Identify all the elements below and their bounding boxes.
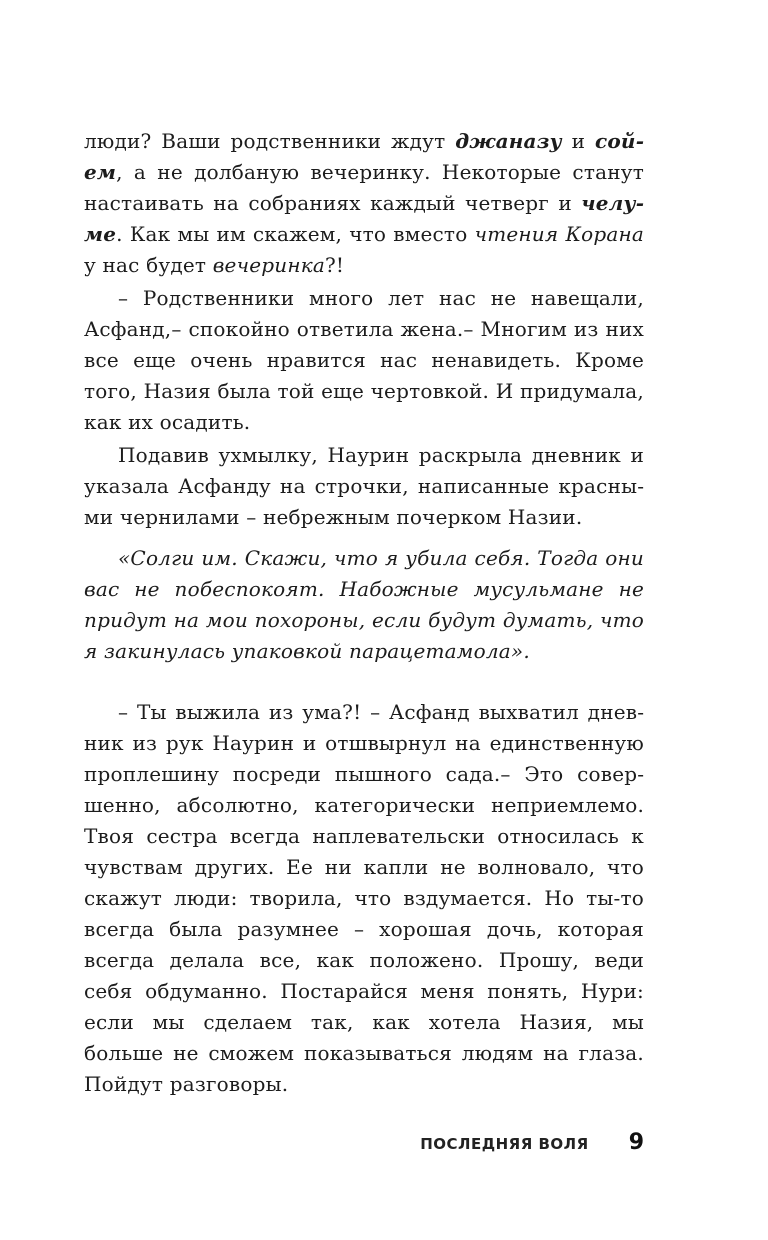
main-text-continued [84, 697, 644, 1100]
text-run: ?! [325, 253, 345, 277]
paragraph-dialogue-2: – Ты выжила из ума?! – Асфанд выхватил дневник из рук Наурин и отшвырнул на единственную проплешину посреди пышного сада.– Это совершенно, абсолютно, категорически неприемлемо. Твоя сестра всегда наплевательски относилась к чувствам других. Ее ни капли не волновало, что скажут люди: творила, что вздумается. Но ты-то всегда была разумнее – хорошая дочь, которая всегда делала все, как положено. Прошу, веди себя обдуманно. Постарайся меня понять, Нури: если мы сделаем так, как хотела Назия, мы больше не сможем показываться людям на глаза. Пойдут разговоры. [84, 700, 644, 1096]
emphasis-quran: чтения Корана [474, 222, 644, 246]
term-djanaza: джаназу [455, 129, 562, 153]
text-run: . Как мы им скажем, что вместо [116, 222, 475, 246]
text-run: люди? Ваши родственники ждут [84, 129, 456, 153]
main-text [84, 126, 644, 533]
paragraph-narration: Подавив ухмылку, Наурин раскрыла дневник и указала Асфанду на строчки, написанные красными чернилами – небрежным почерком Назии. [84, 443, 644, 529]
text-run: , а не долбаную вечеринку. Некоторые станут настаивать на собраниях каждый четверг и [84, 160, 644, 215]
text-run: у нас будет [84, 253, 213, 277]
diary-quote [84, 543, 644, 667]
text-run: и [561, 129, 596, 153]
paragraph-continued [84, 126, 644, 281]
running-head: ПОСЛЕДНЯЯ ВОЛЯ [420, 1135, 589, 1153]
quote-text: «Солги им. Скажи, что я убила себя. Тогда они вас не побеспокоят. Набожные мусульмане не придут на мои похороны, если будут думать, что я закинулась упаковкой парацетамола». [84, 546, 644, 663]
page-number: 9 [628, 1130, 644, 1155]
paragraph-dialogue: – Родственники много лет нас не навещали, Асфанд,– спокойно ответила жена.– Многим из них все еще очень нравится нас ненавидеть. Кроме того, Назия была той еще чертовкой. И придумала, как их осадить. [84, 286, 644, 434]
term-soyem: сойем [84, 129, 644, 184]
term-chelume: челуме [84, 191, 644, 246]
emphasis-party: вечеринка [212, 253, 325, 277]
page-footer [84, 1130, 644, 1155]
